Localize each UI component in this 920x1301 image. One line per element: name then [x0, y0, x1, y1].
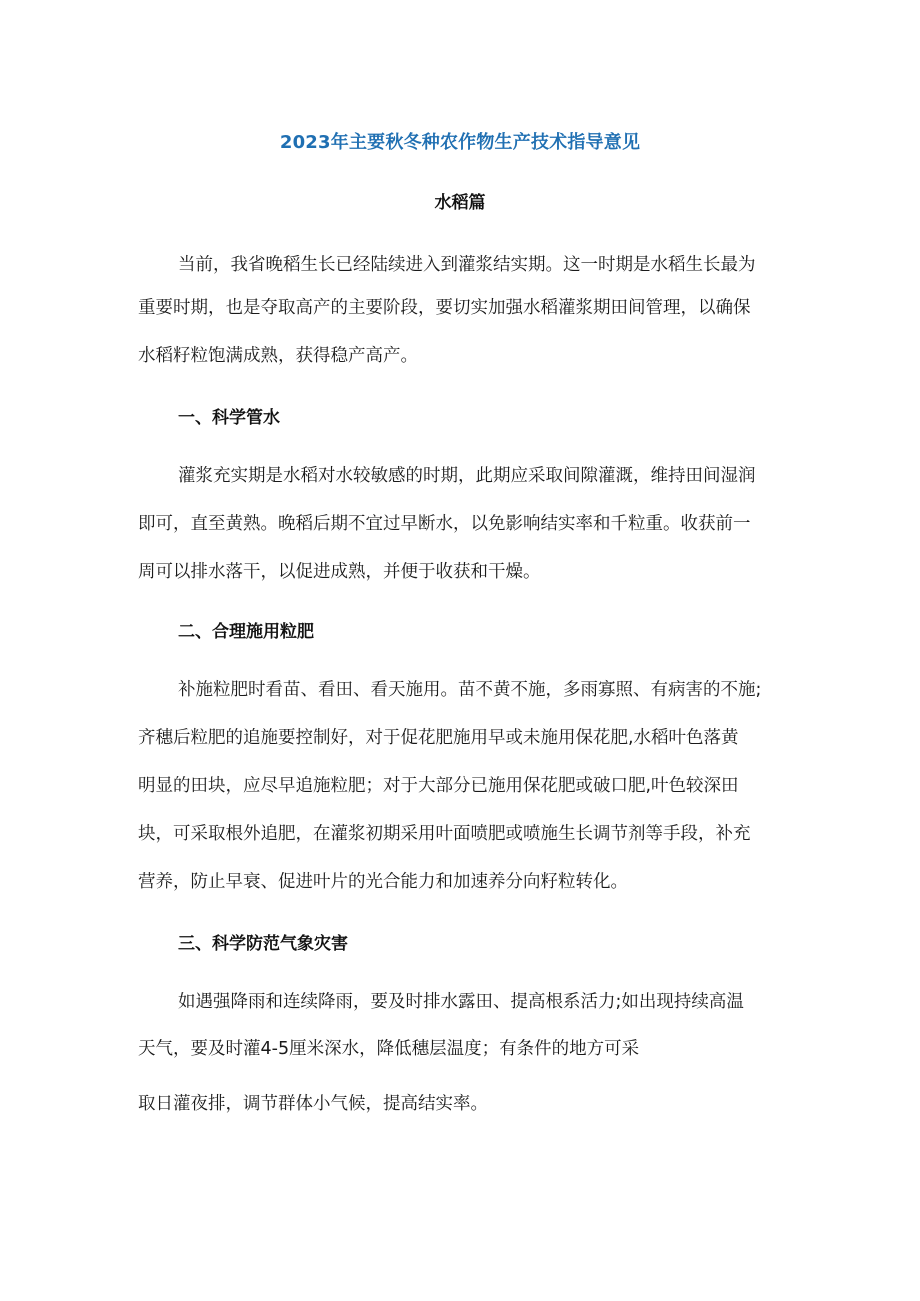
section-heading-weather: 三、科学防范气象灾害 [178, 934, 348, 954]
intro-line: 重要时期，也是夺取高产的主要阶段，要切实加强水稻灌浆期田间管理，以确保 [138, 298, 751, 318]
section-fertilizer-line: 营养，防止早衰、促进叶片的光合能力和加速养分向籽粒转化。 [138, 872, 628, 892]
section-fertilizer-line: 齐穗后粒肥的追施要控制好，对于促花肥施用早或未施用保花肥,水稻叶色落黄 [138, 728, 739, 748]
section-heading-fertilizer: 二、合理施用粒肥 [178, 622, 314, 642]
section-fertilizer-line: 明显的田块，应尽早追施粒肥；对于大部分已施用保花肥或破口肥,叶色较深田 [138, 776, 739, 796]
document-title: 2023年主要秋冬种农作物生产技术指导意见 [279, 132, 641, 153]
section-heading-water: 一、科学管水 [178, 408, 280, 428]
intro-line: 水稻籽粒饱满成熟，获得稳产高产。 [138, 346, 418, 366]
section-weather-line: 取日灌夜排，调节群体小气候，提高结实率。 [138, 1094, 488, 1114]
section-water-line: 灌浆充实期是水稻对水较敏感的时期，此期应采取间隙灌溉，维持田间湿润 [178, 466, 756, 486]
section-fertilizer-line: 块，可采取根外追肥，在灌浆初期采用叶面喷肥或喷施生长调节剂等手段，补充 [138, 824, 751, 844]
section-fertilizer-line: 补施粒肥时看苗、看田、看天施用。苗不黄不施，多雨寡照、有病害的不施; [178, 680, 762, 700]
section-weather-line: 天气，要及时灌4-5厘米深水，降低穗层温度；有条件的地方可采 [138, 1039, 640, 1059]
section-water-line: 即可，直至黄熟。晚稻后期不宜过早断水，以免影响结实率和千粒重。收获前一 [138, 514, 751, 534]
section-water-line: 周可以排水落干，以促进成熟，并便于收获和干燥。 [138, 562, 541, 582]
intro-line: 当前，我省晚稻生长已经陆续进入到灌浆结实期。这一时期是水稻生长最为 [178, 255, 756, 275]
section-weather-line: 如遇强降雨和连续降雨，要及时排水露田、提高根系活力;如出现持续高温 [178, 992, 744, 1012]
document-subtitle: 水稻篇 [434, 193, 486, 213]
